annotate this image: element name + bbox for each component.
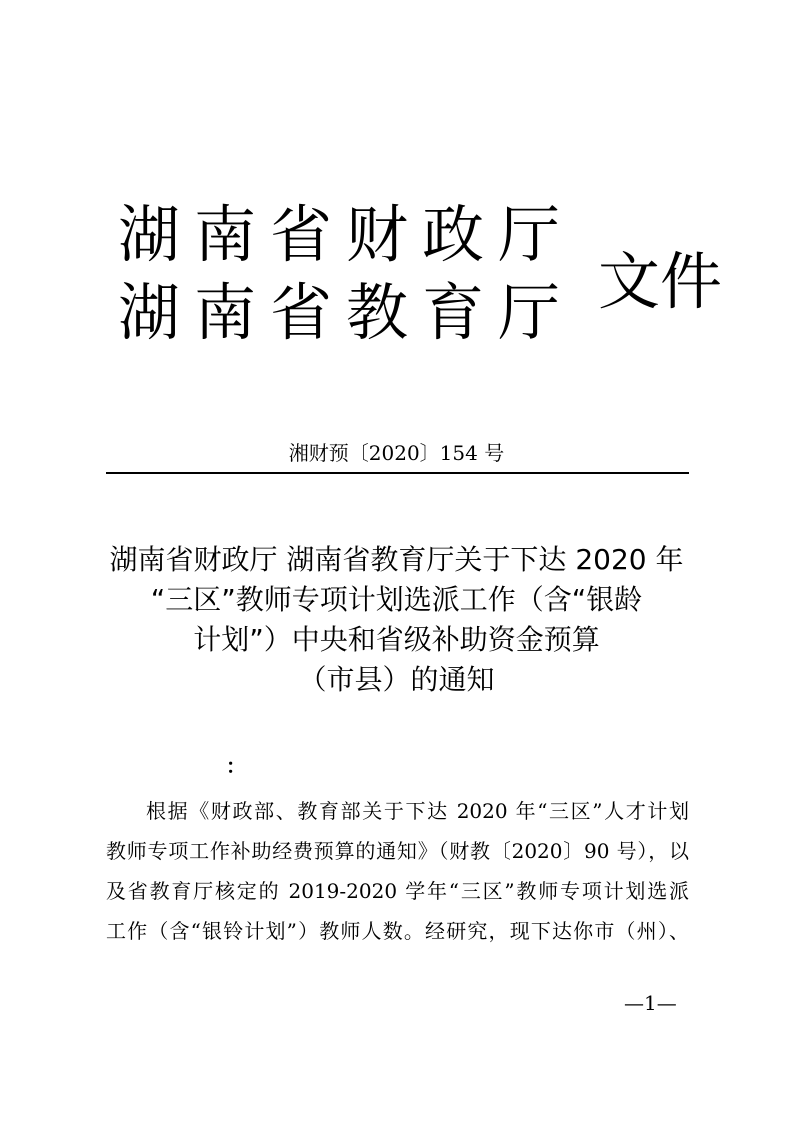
org-name-education: 湖南省教育厅: [118, 276, 575, 349]
title-line: 计划”）中央和省级补助资金预算: [193, 623, 600, 656]
body-line: 教师专项工作补助经费预算的通知》（财教〔2020〕90 号），以: [106, 839, 689, 863]
body-line: 根据《财政部、教育部关于下达 2020 年“三区”人才计划: [146, 799, 689, 823]
issuing-organizations: [118, 198, 574, 354]
document-title: [90, 540, 703, 700]
body-line: 及省教育厅核定的 2019-2020 学年“三区”教师专项计划选派: [106, 879, 689, 903]
title-line: 湖南省财政厅 湖南省教育厅关于下达 2020 年: [109, 543, 684, 576]
body-paragraph: [106, 791, 689, 951]
title-line: “三区”教师专项计划选派工作（含“银龄: [150, 583, 643, 616]
org-name-finance: 湖南省财政厅: [118, 198, 575, 271]
document-suffix: 文件: [598, 245, 723, 318]
header-divider: [106, 472, 689, 474]
body-line: 工作（含“银铃计划”）教师人数。经研究，现下达你市（州）、: [106, 919, 689, 943]
recipient-line: ：: [226, 754, 246, 778]
title-line: （市县）的通知: [298, 663, 495, 696]
document-number: 湘财预〔2020〕154 号: [288, 441, 505, 465]
page-number: —1—: [624, 991, 677, 1015]
